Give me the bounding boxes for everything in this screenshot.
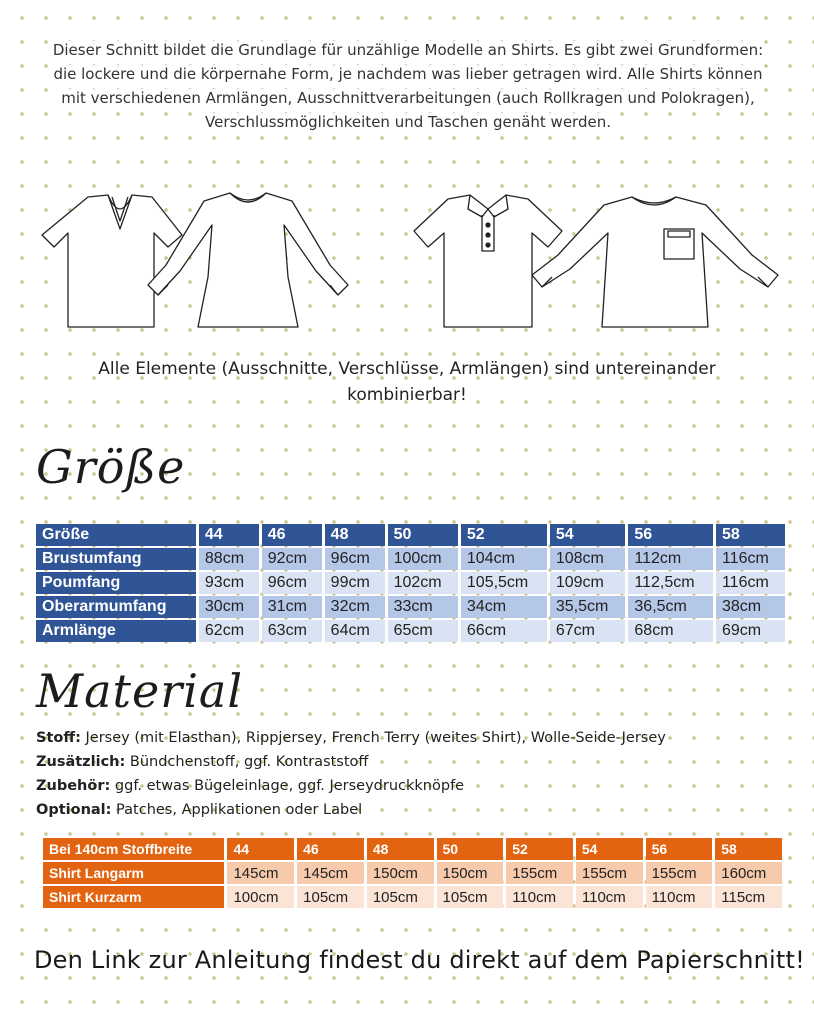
table-cell: 34cm (461, 596, 547, 618)
size-header-cell: 50 (437, 838, 504, 860)
table-cell: 69cm (716, 620, 785, 642)
table-cell: 64cm (325, 620, 385, 642)
row-label: Oberarmumfang (36, 596, 196, 618)
table-cell: 36,5cm (628, 596, 713, 618)
pocket-shirt-illustration (532, 197, 778, 327)
size-header-cell: 56 (628, 524, 713, 546)
material-text: Bündchenstoff, ggf. Kontraststoff (125, 754, 369, 770)
combination-note (60, 356, 754, 408)
table-row (43, 886, 782, 908)
row-label: Brustumfang (36, 548, 196, 570)
row-label: Shirt Kurzarm (43, 886, 224, 908)
material-text: ggf. etwas Bügeleinlage, ggf. Jerseydruckknöpfe (110, 778, 465, 794)
table-cell: 100cm (388, 548, 458, 570)
size-table (33, 522, 788, 644)
size-header-cell: 44 (227, 838, 294, 860)
table-cell: 92cm (262, 548, 322, 570)
table-cell: 160cm (715, 862, 782, 884)
table-cell: 109cm (550, 572, 626, 594)
material-label: Stoff: (36, 730, 81, 746)
intro-line: Verschlussmöglichkeiten und Taschen genäht werden. (205, 113, 611, 131)
table-cell: 155cm (646, 862, 713, 884)
table-cell: 62cm (199, 620, 259, 642)
fabric-requirement-table (40, 836, 785, 910)
size-header-cell: 48 (325, 524, 385, 546)
row-label: Shirt Langarm (43, 862, 224, 884)
table-cell: 145cm (227, 862, 294, 884)
table-cell: 105cm (437, 886, 504, 908)
table-cell: 155cm (576, 862, 643, 884)
size-header-cell: 54 (576, 838, 643, 860)
table-cell: 100cm (227, 886, 294, 908)
table-cell: 105cm (367, 886, 434, 908)
table-cell: 30cm (199, 596, 259, 618)
table-cell: 65cm (388, 620, 458, 642)
table-row (36, 620, 785, 642)
table-row (43, 862, 782, 884)
table-cell: 110cm (646, 886, 713, 908)
table-cell: 66cm (461, 620, 547, 642)
combination-note-line: Alle Elemente (Ausschnitte, Verschlüsse, Armlängen) sind untereinander (98, 359, 716, 379)
table-cell: 33cm (388, 596, 458, 618)
table-cell: 150cm (367, 862, 434, 884)
fabric-table-header-row (43, 838, 782, 860)
list-item (36, 726, 776, 750)
size-table-header-label: Größe (36, 524, 196, 546)
vneck-shirt-illustration (42, 195, 182, 327)
table-cell: 96cm (325, 548, 385, 570)
table-cell: 145cm (297, 862, 364, 884)
table-cell: 108cm (550, 548, 626, 570)
size-header-cell: 46 (297, 838, 364, 860)
longsleeve-shirt-illustration (148, 193, 348, 327)
material-label: Zubehör: (36, 778, 111, 794)
polo-shirt-illustration (414, 195, 562, 327)
size-header-cell: 50 (388, 524, 458, 546)
intro-line: mit verschiedenen Armlängen, Ausschnittverarbeitungen (auch Rollkragen und Polokragen), (61, 89, 755, 107)
fabric-table-header-label: Bei 140cm Stoffbreite (43, 838, 224, 860)
table-cell: 96cm (262, 572, 322, 594)
table-row (36, 572, 785, 594)
size-heading: Größe (36, 440, 186, 494)
size-header-cell: 58 (715, 838, 782, 860)
material-list (36, 726, 776, 822)
size-header-cell: 58 (716, 524, 785, 546)
table-cell: 116cm (716, 572, 785, 594)
table-cell: 63cm (262, 620, 322, 642)
table-row (36, 548, 785, 570)
table-cell: 88cm (199, 548, 259, 570)
table-cell: 112,5cm (628, 572, 713, 594)
row-label: Armlänge (36, 620, 196, 642)
table-cell: 104cm (461, 548, 547, 570)
intro-line: Dieser Schnitt bildet die Grundlage für unzählige Modelle an Shirts. Es gibt zwei Grundformen: (52, 41, 764, 59)
material-label: Optional: (36, 802, 112, 818)
intro-text (40, 38, 776, 134)
list-item (36, 750, 776, 774)
size-table-header-row (36, 524, 785, 546)
table-cell: 67cm (550, 620, 626, 642)
list-item (36, 774, 776, 798)
table-cell: 155cm (506, 862, 573, 884)
list-item (36, 798, 776, 822)
table-cell: 110cm (576, 886, 643, 908)
table-cell: 38cm (716, 596, 785, 618)
row-label: Poumfang (36, 572, 196, 594)
material-text: Jersey (mit Elasthan), Rippjersey, French Terry (weites Shirt), Wolle-Seide-Jersey (80, 730, 666, 746)
size-header-cell: 56 (646, 838, 713, 860)
size-header-cell: 52 (461, 524, 547, 546)
table-cell: 102cm (388, 572, 458, 594)
size-header-cell: 48 (367, 838, 434, 860)
table-cell: 99cm (325, 572, 385, 594)
table-cell: 105cm (297, 886, 364, 908)
size-header-cell: 52 (506, 838, 573, 860)
size-header-cell: 44 (199, 524, 259, 546)
shirt-illustrations (30, 185, 786, 335)
table-cell: 105,5cm (461, 572, 547, 594)
table-cell: 116cm (716, 548, 785, 570)
intro-line: die lockere und die körpernahe Form, je nachdem was lieber getragen wird. Alle Shirts können (53, 65, 763, 83)
table-cell: 93cm (199, 572, 259, 594)
table-cell: 32cm (325, 596, 385, 618)
combination-note-line: kombinierbar! (347, 385, 467, 405)
table-cell: 112cm (628, 548, 713, 570)
size-header-cell: 54 (550, 524, 626, 546)
table-cell: 110cm (506, 886, 573, 908)
table-cell: 150cm (437, 862, 504, 884)
material-heading: Material (36, 664, 244, 718)
footer-note: Den Link zur Anleitung findest du direkt auf dem Papierschnitt! (34, 946, 805, 974)
table-cell: 35,5cm (550, 596, 626, 618)
size-header-cell: 46 (262, 524, 322, 546)
table-cell: 68cm (628, 620, 713, 642)
material-text: Patches, Applikationen oder Label (111, 802, 363, 818)
table-row (36, 596, 785, 618)
material-label: Zusätzlich: (36, 754, 126, 770)
table-cell: 31cm (262, 596, 322, 618)
table-cell: 115cm (715, 886, 782, 908)
